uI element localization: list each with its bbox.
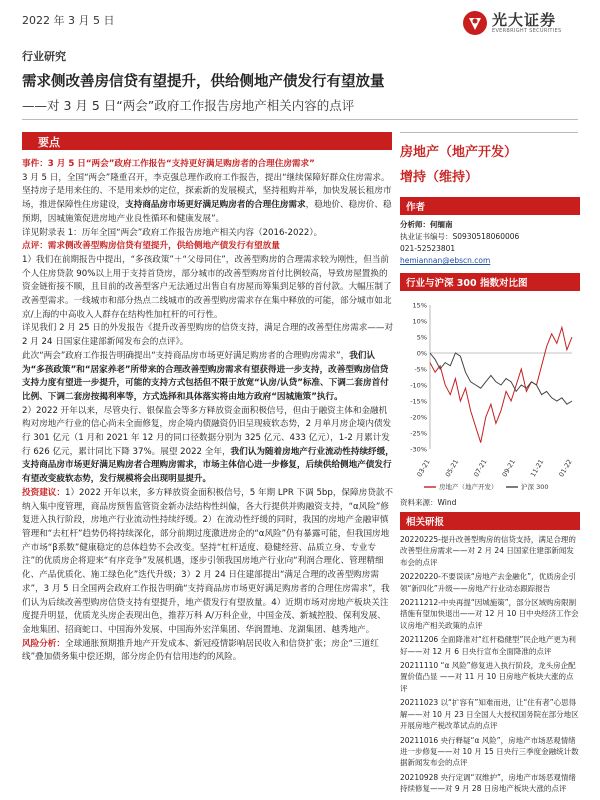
- text-segment: 支持商品房市场更好满足购房者的合理住房需求: [125, 200, 306, 211]
- y-tick-label: -15%: [410, 397, 427, 406]
- phone-number: 021-52523801: [400, 244, 456, 253]
- author-header: 作者: [400, 197, 580, 215]
- event-line: 事件：3 月 5 日“两会”政府工作报告“支持更好满足购房者的合理住房需求”: [22, 159, 315, 169]
- report-date: 2022 年 3 月 5 日: [22, 14, 115, 27]
- section-label: 要点: [38, 136, 60, 149]
- x-tick-label: 01-22: [557, 458, 574, 479]
- y-tick-label: -30%: [410, 445, 427, 454]
- email-link[interactable]: hemiannan@ebscn.com: [400, 256, 491, 265]
- chart-header: 行业与沪深 300 指数对比图: [400, 273, 580, 291]
- text-segment: 我们认为“多孩政策”和“居家养老”所带来的合理改善型购房需求有望获得进一步支持，改善型购房信贷支持力度有望进一步提升，可能的支持方式包括但不限于放宽“认房/认贷”标准、下调二套房首付比例、下调二套房按揭利率等，方式选择和具体落实将由地方政府“因城施策”执行。: [22, 350, 389, 402]
- industry-name: 房地产（地产开发）: [400, 145, 518, 160]
- brand-logo: [462, 10, 561, 36]
- y-tick-label: 5%: [416, 333, 427, 342]
- legend-label: 沪深 300: [521, 483, 549, 491]
- license-number: 执业证书编号：S0930518060006: [400, 232, 520, 241]
- y-tick-label: 0%: [416, 349, 427, 358]
- related-report-item[interactable]: 20220220-不要误读“房地产去金融化”，优质房企引领“新四化”升级——房地产行业动态跟踪报告: [400, 572, 577, 593]
- related-report-item[interactable]: 20210928 央行定调“双维护”，房地产市场恶观情绪持续修复——对 9 月 28 日房地产板块大涨的点评: [400, 772, 576, 794]
- author-info: [400, 219, 580, 267]
- paragraph-6: [22, 350, 394, 405]
- paragraph-1: [22, 172, 394, 227]
- report-subtitle: ——对 3 月 5 日“两会”政府工作报告房地产相关内容的点评: [22, 98, 355, 113]
- report-category: 行业研究: [22, 50, 66, 63]
- paragraph-5: 详见我们 2 月 25 日的外发报告《提升改善型购房的信贷支持，满足合理的改善型住房需求——对 2 月 24 日国家住建部新闻发布会的点评》。: [22, 323, 394, 348]
- y-tick-label: -25%: [410, 429, 427, 438]
- brand-name-en: EVERBRIGHT SECURITIES: [492, 28, 562, 34]
- logo-mark-icon: [462, 10, 488, 36]
- x-tick-label: 03-21: [415, 458, 432, 479]
- analyst-name: 分析师：何缅南: [400, 220, 453, 229]
- y-tick-label: -10%: [410, 381, 427, 390]
- section-bar: [22, 132, 392, 150]
- related-report-item[interactable]: 20211206 全面降准对“红杆稳健型”民企地产更为利好——对 12 月 6 日央行宣布全面降准的点评: [400, 635, 576, 656]
- sidebar-divider: [400, 132, 578, 133]
- y-tick-label: 15%: [412, 301, 427, 310]
- related-report-item[interactable]: 20211016 央行释疑“α 风险”，房地产市场恶观情绪进一步修复——对 10 月 15 日央行三季度金融统计数据新闻发布会的点评: [400, 735, 579, 768]
- x-tick-label: 05-21: [443, 458, 461, 479]
- risk-analysis: [22, 638, 394, 665]
- paragraph-4: 1）我们在前期报告中提出，“多孩政策”＋“父母同住”，改善型购房的合理需求较为刚性，但当前个人住房贷款 90%以上用于支持首贷房，部分城市的改善型购房首付比例较高，导致房屋置换的资金链衔接不顺，且目前的改善型客户无法通过出售自有房屋而筹集到足够的首付款。大幅压制了改善型需求。一线城市和部分热点二线城市的改善型购房需求存在集中释放的可能，部分城市如北京/上海的中高收入人群存在结构性加杠杆的可行性。: [22, 254, 392, 320]
- chart-source: 资料来源：Wind: [400, 498, 457, 507]
- text-segment: 3 月 5 日，全国“两会”隆重召开，李克强总理作政府工作报告，提出“继续保障好群众住房需求。坚持房子是用来住的、不是用来炒的定位，探索新的发展模式，坚持租购并举，加快发展长租房市场，推进保障性住房建设，: [22, 172, 392, 211]
- text-segment: 风险分析：: [22, 638, 65, 649]
- text-segment: 全球通胀预期推升地产开发成本、新冠疫情影响居民收入和信贷扩张；房企“三道红线”叠加债务集中偿还期，部分房企仍有信用违约的风险。: [22, 638, 379, 663]
- text-segment: 2）2022 开年以来，尽管央行、银保监会等多方释放资金面积极信号，但由于融资主体和金融机构对房地产行业的信心尚未全面修复，房企境内债融资仍旧呈现疲软态势，2 月单月房企境内债发行 301 亿元（1 月和 2021 年 12 月的同口径数据分别为 325 亿元、433 亿元），1-2 月累计发行 626 亿元，累计同比下降 37%。展望 2022 全年，: [22, 405, 392, 457]
- text-segment: 1）2022 开年以来，多方释放资金面积极信号，5 年期 LPR 下调 5bp，保障房贷款不纳入集中度管理，商品房预售监管资金新办法结构性纠偏，各大行提供并购融资支持，“α风险”修复进入执行阶段，房地产行业流动性持续纾缓。2）在流动性纾缓的同时，我国的房地产金融审慎管理和“去杠杆”趋势仍将持续深化，部分前期过度激进房企的“α风险”仍有暴露可能，但我国房地产市场“β系数”健康稳定的总体趋势不会改变。坚持“杠杆适度、稳健经营、品质立身、专业专注”的优质房企将迎来“有序竞争”发展机遇，逐步引领我国房地产行业向“利润合理化、管理精细化、产品优质化、施工绿色化”迭代升级；3）2 月 24 日住建部提出“满足合理的改善型购房需求”，3 月 5 日全国两会政府工作报告明确“支持商品房市场更好满足购房者的合理住房需求”，我们认为后续改善型购房信贷支持有望提升，地产债发行有望放量。4）近期市场对房地产板块关注度提升明显，优质龙头房企表现出色，推荐万科 A/万科企业，中国金茂、新城控股、保利发展、金地集团、招商蛇口、中国海外发展、中国海外宏洋集团、华润置地、龙湖集团、越秀地产。: [22, 487, 393, 635]
- sidebar: [400, 132, 580, 798]
- comparison-chart: [400, 297, 580, 497]
- brand-name: 光大证券: [492, 11, 557, 29]
- investment-advice: [22, 487, 394, 638]
- text-segment: 我们认为随着房地产行业流动性持续纾缓，支持商品房市场更好满足购房者合理购房需求，市场主体信心进一步修复，后续供给侧地产债发行有望改变疲软态势，发行规模将会出现明显提升。: [22, 446, 394, 485]
- rating: 增持（维持）: [400, 170, 479, 185]
- y-tick-label: -20%: [410, 413, 427, 422]
- comment-heading: 点评：需求侧改善型购房信贷有望提升，供给侧地产债发行有望放量: [22, 241, 280, 252]
- text-segment: 投资建议：: [22, 487, 65, 498]
- related-report-item[interactable]: 20211023 以“扩容有”知难而进，让“住有者”心思得解——对 10 月 23 日全国人大授权国务院在部分地区开展房地产税改革试点的点评: [400, 698, 579, 731]
- legend-label: 房地产（地产开发）: [439, 483, 498, 491]
- related-header: 相关研报: [400, 512, 580, 530]
- comparison-chart-svg: [400, 297, 578, 497]
- report-body: [22, 158, 394, 665]
- header-divider: [22, 119, 578, 120]
- x-tick-label: 11-21: [528, 458, 546, 479]
- text-segment: ，稳地价、稳房价、稳预期，因城施策促进房地产业良性循环和健康发展”。: [22, 200, 392, 224]
- related-reports: [400, 534, 580, 795]
- related-report-item[interactable]: 20220225-提升改善型购房的信贷支持，满足合理的改善型住房需求——对 2 月 24 日国家住建部新闻发布会的点评: [400, 535, 576, 567]
- x-tick-label: 09-21: [500, 458, 517, 479]
- text-segment: 此次“两会”政府工作报告明确提出“支持商品房市场更好满足购房者的合理购房需求”，: [22, 350, 350, 361]
- y-tick-label: 10%: [412, 317, 427, 326]
- x-tick-label: 07-21: [472, 458, 489, 479]
- paragraph-7: [22, 405, 394, 487]
- report-title: 需求侧改善房信贷有望提升，供给侧地产债发行有望放量: [22, 74, 385, 90]
- series-line: [430, 353, 572, 404]
- y-tick-label: -5%: [414, 365, 427, 374]
- paragraph-2: 详见附录表 1：历年全国“两会”政府工作报告房地产相关内容（2016-2022）。: [22, 227, 323, 238]
- related-report-item[interactable]: 20211110 “α 风险”修复进入执行阶段，龙头房企配置价值凸显 ——对 11 月 10 日房地产板块大涨的点评: [400, 661, 576, 693]
- related-report-item[interactable]: 20211212-中央再提“因城施策”，部分区域购房限制措施有望加快退出——对 12 月 10 日中央经济工作会议房地产相关政策的点评: [400, 598, 579, 630]
